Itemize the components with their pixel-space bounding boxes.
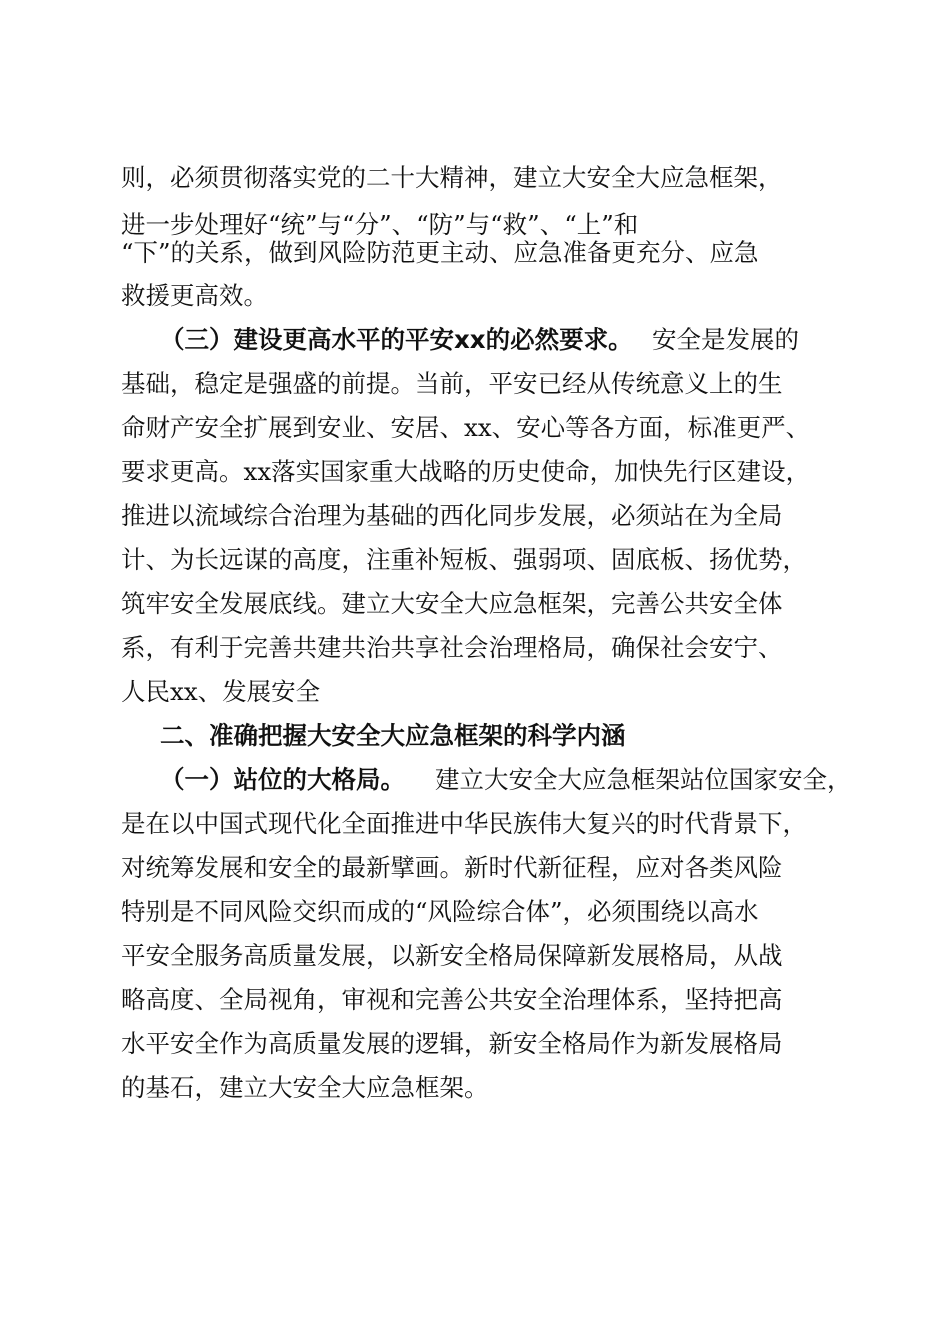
text-line: 则，必须贯彻落实党的二十大精神，建立大安全大应急框架， <box>121 163 783 192</box>
text-line: 推进以流域综合治理为基础的西化同步发展，必须站在为全局 <box>121 501 783 530</box>
text-line: “下”的关系，做到风险防范更主动、应急准备更充分、应急 <box>121 238 759 267</box>
text-line: 的基石，建立大安全大应急框架。 <box>121 1073 489 1102</box>
text-line: 略高度、全局视角，审视和完善公共安全治理体系，坚持把高 <box>121 985 783 1014</box>
subheading-one: （一）站位的大格局。 <box>160 765 405 794</box>
text-line: 系，有利于完善共建共治共享社会治理格局，确保社会安宁、 <box>121 633 783 662</box>
text-line: 救援更高效。 <box>121 281 268 310</box>
text-line: 特别是不同风险交织而成的“风险综合体”，必须围绕以高水 <box>121 897 759 926</box>
text-line: 对统筹发展和安全的最新擘画。新时代新征程，应对各类风险 <box>121 853 783 882</box>
section-heading: 二、准确把握大安全大应急框架的科学内涵 <box>160 721 626 750</box>
text-line: 安全是发展的 <box>652 325 799 354</box>
text-line: 是在以中国式现代化全面推进中华民族伟大复兴的时代背景下， <box>121 809 807 838</box>
text-line: 人民xx、发展安全 <box>121 677 321 706</box>
text-line: 命财产安全扩展到安业、安居、xx、安心等各方面，标准更严、 <box>121 413 811 442</box>
text-line: 平安全服务高质量发展，以新安全格局保障新发展格局，从战 <box>121 941 783 970</box>
text-line: 计、为长远谋的高度，注重补短板、强弱项、固底板、扬优势， <box>121 545 807 574</box>
text-line: 水平安全作为高质量发展的逻辑，新安全格局作为新发展格局 <box>121 1029 783 1058</box>
text-line: 基础，稳定是强盛的前提。当前，平安已经从传统意义上的生 <box>121 369 783 398</box>
text-line: 筑牢安全发展底线。建立大安全大应急框架，完善公共安全体 <box>121 589 783 618</box>
text-line: 建立大安全大应急框架站位国家安全， <box>435 765 852 794</box>
subheading-three: （三）建设更高水平的平安xx的必然要求。 <box>160 325 633 354</box>
text-line: 进一步处理好“统”与“分”、“防”与“救”、“上”和 <box>121 210 639 239</box>
text-line: 要求更高。xx落实国家重大战略的历史使命，加快先行区建设， <box>121 457 811 486</box>
